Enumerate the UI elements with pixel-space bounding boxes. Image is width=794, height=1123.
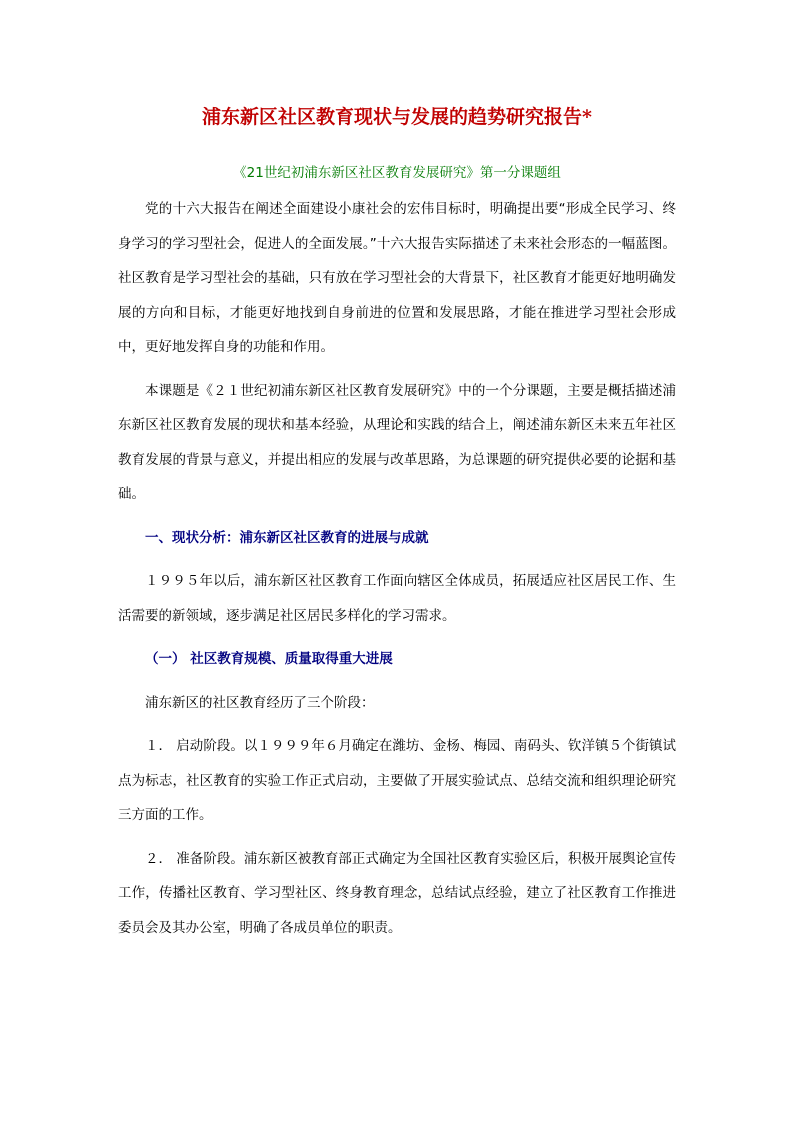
paragraph-gap [118, 555, 676, 564]
paragraph-gap [118, 677, 676, 686]
paragraph-gap [118, 720, 676, 729]
list-item: １． 启动阶段。以１９９９年６月确定在潍坊、金杨、梅园、南码头、钦洋镇５个街镇试点为标志，社区教育的实验工作正式启动，主要做了开展实验试点、总结交流和组织理论研究三方面的工作。 [118, 738, 676, 823]
section-intro: １９９５年以后，浦东新区社区教育工作面向辖区全体成员，拓展适应社区居民工作、生活需要的新领域，逐步满足社区居民多样化的学习需求。 [118, 573, 676, 624]
document-subtitle: 《21世纪初浦东新区社区教育发展研究》第一分课题组 [233, 165, 561, 181]
document-title: 浦东新区社区教育现状与发展的趋势研究报告* [202, 106, 592, 128]
paragraph-gap [118, 633, 676, 642]
body-paragraph: 党的十六大报告在阐述全面建设小康社会的宏伟目标时，明确提出要“形成全民学习、终身学习的学习型社会，促进人的全面发展。”十六大报告实际描述了未来社会形态的一幅蓝图。社区教育是学习型社会的基础，只有放在学习型社会的大背景下，社区教育才能更好地明确发展的方向和目标，才能更好地找到自身前进的位置和发展思路，才能在推进学习型社会形成中，更好地发挥自身的功能和作用。 [118, 201, 676, 355]
section-heading: 一、现状分析：浦东新区社区教育的进展与成就 [145, 529, 429, 546]
subsection-heading: （一） 社区教育规模、质量取得重大进展 [145, 651, 393, 667]
body-paragraph: 本课题是《２１世纪初浦东新区社区教育发展研究》中的一个分课题，主要是概括描述浦东新区社区教育发展的现状和基本经验，从理论和实践的结合上，阐述浦东新区未来五年社区教育发展的背景与意义，并提出相应的发展与改革思路，为总课题的研究提供必要的论据和基础。 [118, 382, 676, 502]
list-item: ２． 准备阶段。浦东新区被教育部正式确定为全国社区教育实验区后，积极开展舆论宣传工作，传播社区教育、学习型社区、终身教育理念，总结试点经验，建立了社区教育工作推进委员会及其办公室，明确了各成员单位的职责。 [118, 850, 676, 936]
subsection-intro: 浦东新区的社区教育经历了三个阶段： [145, 694, 375, 711]
paragraph-gap [118, 512, 676, 521]
paragraph-gap [118, 833, 676, 842]
paragraph-gap [118, 365, 676, 374]
